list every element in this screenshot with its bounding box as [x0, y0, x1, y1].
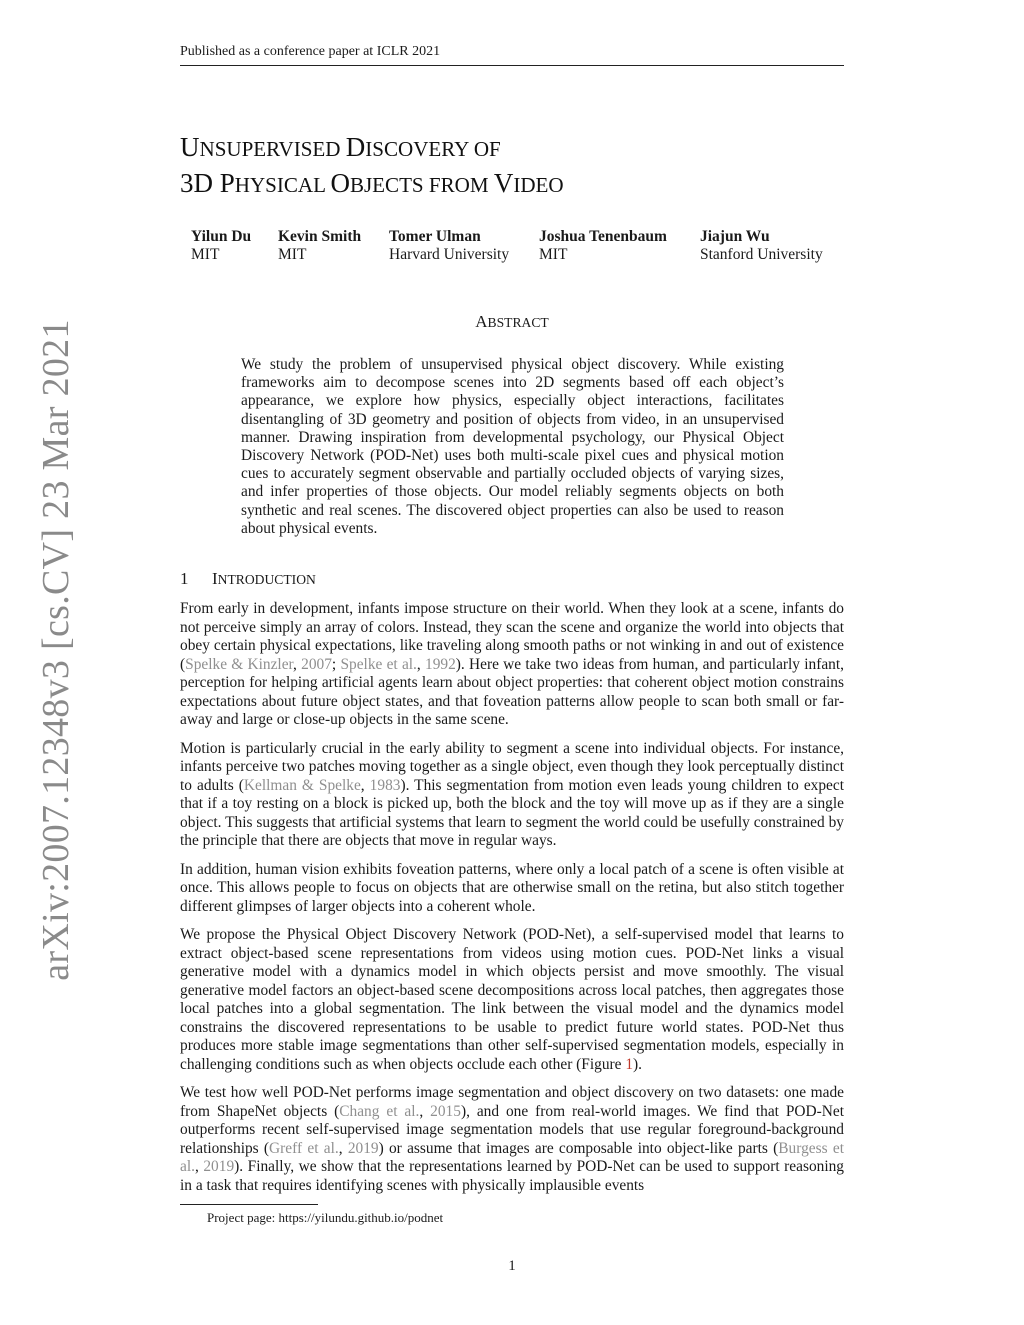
page-number: 1 [508, 1258, 516, 1274]
citation-link[interactable]: 2007 [301, 655, 332, 673]
author-name: Jiajun Wu [700, 228, 770, 245]
section-heading-introduction: 1 INTRODUCTION [180, 569, 316, 588]
citation-link[interactable]: Burgess et al. [180, 1139, 844, 1175]
paragraph: From early in development, infants impose structure on their world. When they look at a scene, infants do not perceive simply an array of colors. Instead, they scan the scene and organize the world into objects that obey certain physical expectations, like traveling along smooth paths or not winking in and out of existence (Spelke & Kinzler, 2007; Spelke et al., 1992). Here we take two ideas from human, and particularly infant, perception for helping artificial agents learn about object properties: that coherent object motion constrains expectations about future object states, and that foveation patterns allow people to scan both small or far-away and large or close-up objects in the same scene. [180, 600, 844, 728]
running-header: Published as a conference paper at ICLR 2021 [180, 44, 441, 59]
title-line-2: 3D PHYSICAL OBJECTS FROM VIDEO [180, 168, 564, 198]
title-line-1: UNSUPERVISED DISCOVERY OF [180, 132, 501, 162]
header-rule [180, 65, 844, 66]
author-name: Joshua Tenenbaum [539, 228, 667, 245]
footnote-rule [180, 1204, 318, 1205]
figure-reference-link[interactable]: 1 [625, 1055, 634, 1073]
author-affiliation: Stanford University [700, 246, 823, 263]
author-affiliation: MIT [278, 246, 307, 263]
author-affiliation: MIT [191, 246, 220, 263]
paragraph: We test how well POD-Net performs image segmentation and object discovery on two datasets: one made from ShapeNet objects (Chang et al., 2015), and one from real-world images. We find that POD-Net outperforms recent self-supervised image segmentation models that use regular foreground-background relationships (Greff et al., 2019) or assume that images are composable into object-like parts (Burgess et al., 2019). Finally, we show that the representations learned by POD-Net can be used to support reasoning in a task that requires identifying scenes with physically implausible events [180, 1084, 845, 1194]
citation-link[interactable]: 2015 [430, 1102, 461, 1120]
author-name: Yilun Du [191, 228, 252, 245]
paper-title [180, 130, 880, 202]
citation-link[interactable]: 1983 [369, 776, 401, 794]
paragraph: We propose the Physical Object Discovery Network (POD-Net), a self-supervised model that learns to extract object-based scene representations from videos using motion cues. POD-Net links a visual generative model with a dynamics model in which objects persist and move smoothly. The visual generative model factors an object-based scene decompositions across local patches, then aggregates those local patches into a global segmentation. The link between the visual model and the dynamics model constrains the discovered representations to be usable to predict future world states. POD-Net thus produces more stable image segmentations than other self-supervised segmentation models, especially in challenging conditions such as when objects occlude each other (Figure 1). [180, 926, 844, 1073]
author-block [539, 228, 667, 264]
abstract-heading: ABSTRACT [475, 312, 549, 331]
abstract-text: We study the problem of unsupervised physical object discovery. While existing frameworks aim to decompose scenes into 2D segments based off each object’s appearance, we explore how physics, especially object interactions, facilitates disentangling of 3D geometry and position of objects from video, in an unsupervised manner. Drawing inspiration from developmental psychology, our Physical Object Discovery Network (POD-Net) uses both multi-scale pixel cues and physical motion cues to accurately segment observable and partially occluded objects of varying sizes, and infer properties of those objects. Our model reliably segments objects on both synthetic and real scenes. The discovered object properties can also be used to reason about physical events. [241, 356, 784, 537]
citation-link[interactable]: Kellman & Spelke [243, 776, 361, 794]
citation-link[interactable]: Spelke et al. [340, 655, 417, 673]
author-affiliation: MIT [539, 246, 568, 263]
author-affiliation: Harvard University [389, 246, 510, 263]
citation-link[interactable]: 1992 [425, 655, 456, 673]
introduction-body [180, 600, 844, 1205]
author-block [700, 228, 823, 264]
section-number: 1 [180, 569, 189, 588]
citation-link[interactable]: 2019 [203, 1158, 235, 1175]
author-block [389, 228, 509, 264]
arxiv-stamp-text: arXiv:2007.12348v3 [cs.CV] 23 Mar 2021 [35, 319, 77, 981]
author-block [278, 228, 361, 264]
citation-link[interactable]: Spelke & Kinzler [185, 655, 294, 673]
paragraph: Motion is particularly crucial in the early ability to segment a scene into individual objects. For instance, infants perceive two patches moving together as a single object, even though they look perceptually distinct to adults (Kellman & Spelke, 1983). This segmentation from motion even leads young children to expect that if a toy resting on a block is picked up, both the block and the toy will move up as if they are a single object. This suggests that artificial systems that learn to segment the world could be usefully constrained by the principle that there are objects that move in regular ways. [180, 739, 844, 849]
author-name: Kevin Smith [278, 228, 362, 245]
footnote: Project page: https://yilundu.github.io/podnet [207, 1210, 444, 1225]
author-block [191, 228, 251, 264]
citation-link[interactable]: Chang et al. [339, 1102, 420, 1120]
citation-link[interactable]: Greff et al. [269, 1139, 339, 1157]
paragraph: In addition, human vision exhibits foveation patterns, where only a local patch of a scene is often visible at once. This allows people to focus on objects that are otherwise small on the retina, but also stitch together different glimpses of larger objects into a coherent whole. [180, 860, 844, 915]
author-name: Tomer Ulman [389, 228, 481, 245]
citation-link[interactable]: 2019 [347, 1139, 379, 1157]
